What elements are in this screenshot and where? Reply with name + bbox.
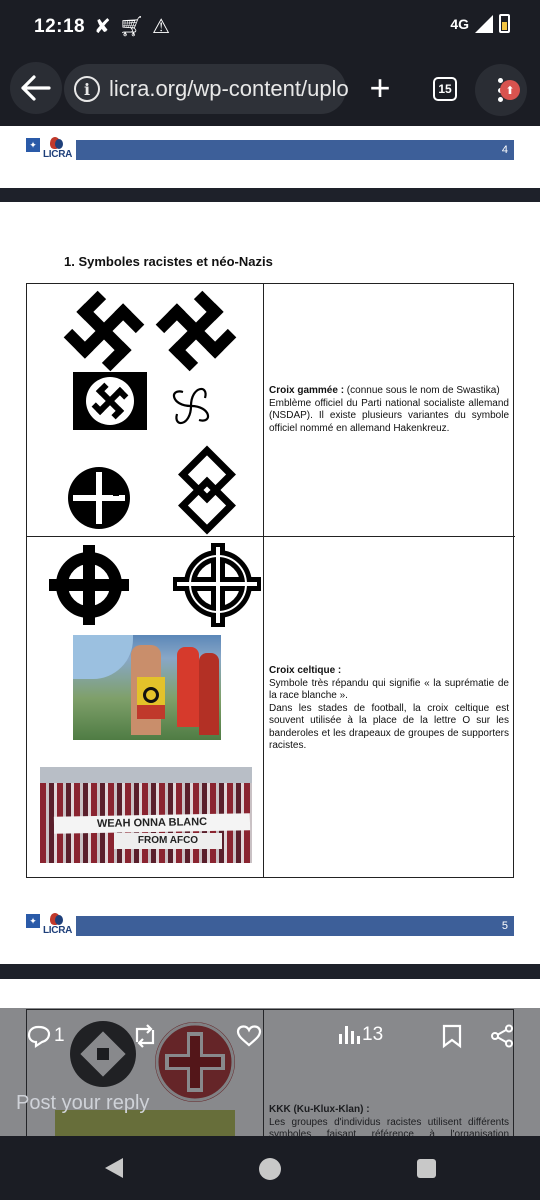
bookmark-icon <box>442 1024 462 1048</box>
person <box>177 647 199 727</box>
browser-toolbar <box>0 52 540 126</box>
nav-recents-icon[interactable] <box>417 1159 436 1178</box>
licra-logo: ✦ LICRA <box>26 912 74 938</box>
table-row <box>27 284 515 537</box>
clock: 12:18 <box>34 16 86 37</box>
missed-call-icon: ✘ <box>94 16 111 38</box>
heart-icon <box>236 1024 262 1048</box>
page-footer <box>26 136 514 162</box>
celtic-cross-illustration <box>27 537 264 637</box>
page-number-bar: 5 <box>76 916 514 936</box>
like-button[interactable] <box>236 1024 262 1048</box>
swastika-images <box>27 284 264 536</box>
plus-icon[interactable]: + <box>369 67 391 108</box>
reply-count: 1 <box>54 1025 65 1046</box>
nav-back-icon[interactable] <box>105 1158 123 1178</box>
reply-input[interactable]: Post your reply <box>16 1092 150 1114</box>
page-footer <box>26 912 514 938</box>
views-count: 13 <box>362 1024 384 1045</box>
swastika-description: Croix gammée : (connue sous le nom de Swastika) Emblème officiel du Parti national socialiste allemand (NSDAP). Il existe plusieurs variantes du symbole officiel nommé en allemand Hakenkreuz. <box>269 385 509 434</box>
licra-logo: ✦ LICRA <box>26 136 74 162</box>
pdf-viewer[interactable] <box>0 126 540 1136</box>
section-title: 1. Symboles racistes et néo-Nazis <box>64 254 273 269</box>
warning-icon: ⚠ <box>152 16 171 38</box>
rally-photo <box>73 635 221 740</box>
back-arrow-icon[interactable] <box>10 62 62 114</box>
share-icon <box>490 1024 514 1048</box>
repost-icon <box>131 1024 159 1048</box>
reply-button[interactable] <box>26 1024 65 1048</box>
system-indicators <box>450 14 510 33</box>
reply-icon <box>26 1024 52 1048</box>
notification-icons <box>94 14 170 39</box>
celtic-cross-description: Croix celtique : Symbole très répandu qui signifie « la suprématie de la race blanche ». Dans les stades de football, la croix celtique est souvent utilisée à la place de la lettre O sur les banderoles et les drapeaux de groupes de supporters racistes. <box>269 665 509 751</box>
post-actions-overlay <box>0 1008 540 1136</box>
views-icon <box>338 1024 360 1046</box>
stadium-banner-photo <box>40 767 252 863</box>
system-nav-bar <box>0 1136 540 1200</box>
stadium-banner: WEAH ONNA BLANC <box>54 813 250 833</box>
cart-icon: 🛒︎ <box>118 16 145 38</box>
info-icon[interactable]: i <box>74 76 100 102</box>
views-button[interactable] <box>338 1024 383 1046</box>
pdf-page-5 <box>0 202 540 964</box>
page-number-bar: 4 <box>76 140 514 160</box>
tabs-icon[interactable] <box>433 77 457 101</box>
battery-icon <box>499 14 510 33</box>
url-text[interactable]: licra.org/wp-content/uplo <box>109 76 349 101</box>
celtic-cross-images <box>27 537 264 878</box>
more-vert-icon[interactable] <box>475 64 527 116</box>
symbols-table <box>26 283 514 878</box>
swastika-symbols-illustration <box>27 284 264 537</box>
stadium-banner-2: FROM AFCO <box>114 833 222 849</box>
network-type: 4G <box>450 15 469 32</box>
bookmark-button[interactable] <box>442 1024 462 1048</box>
balloon <box>73 635 133 679</box>
nav-home-icon[interactable] <box>259 1158 281 1180</box>
share-button[interactable] <box>490 1024 514 1048</box>
tab-count: 15 <box>438 82 452 96</box>
update-icon: ⬆ <box>500 80 520 100</box>
status-bar <box>0 0 540 52</box>
address-bar[interactable] <box>64 64 349 114</box>
repost-button[interactable] <box>131 1024 159 1048</box>
person <box>199 653 219 735</box>
pdf-page-4 <box>0 126 540 188</box>
signal-icon <box>475 15 493 33</box>
table-row <box>27 537 515 878</box>
